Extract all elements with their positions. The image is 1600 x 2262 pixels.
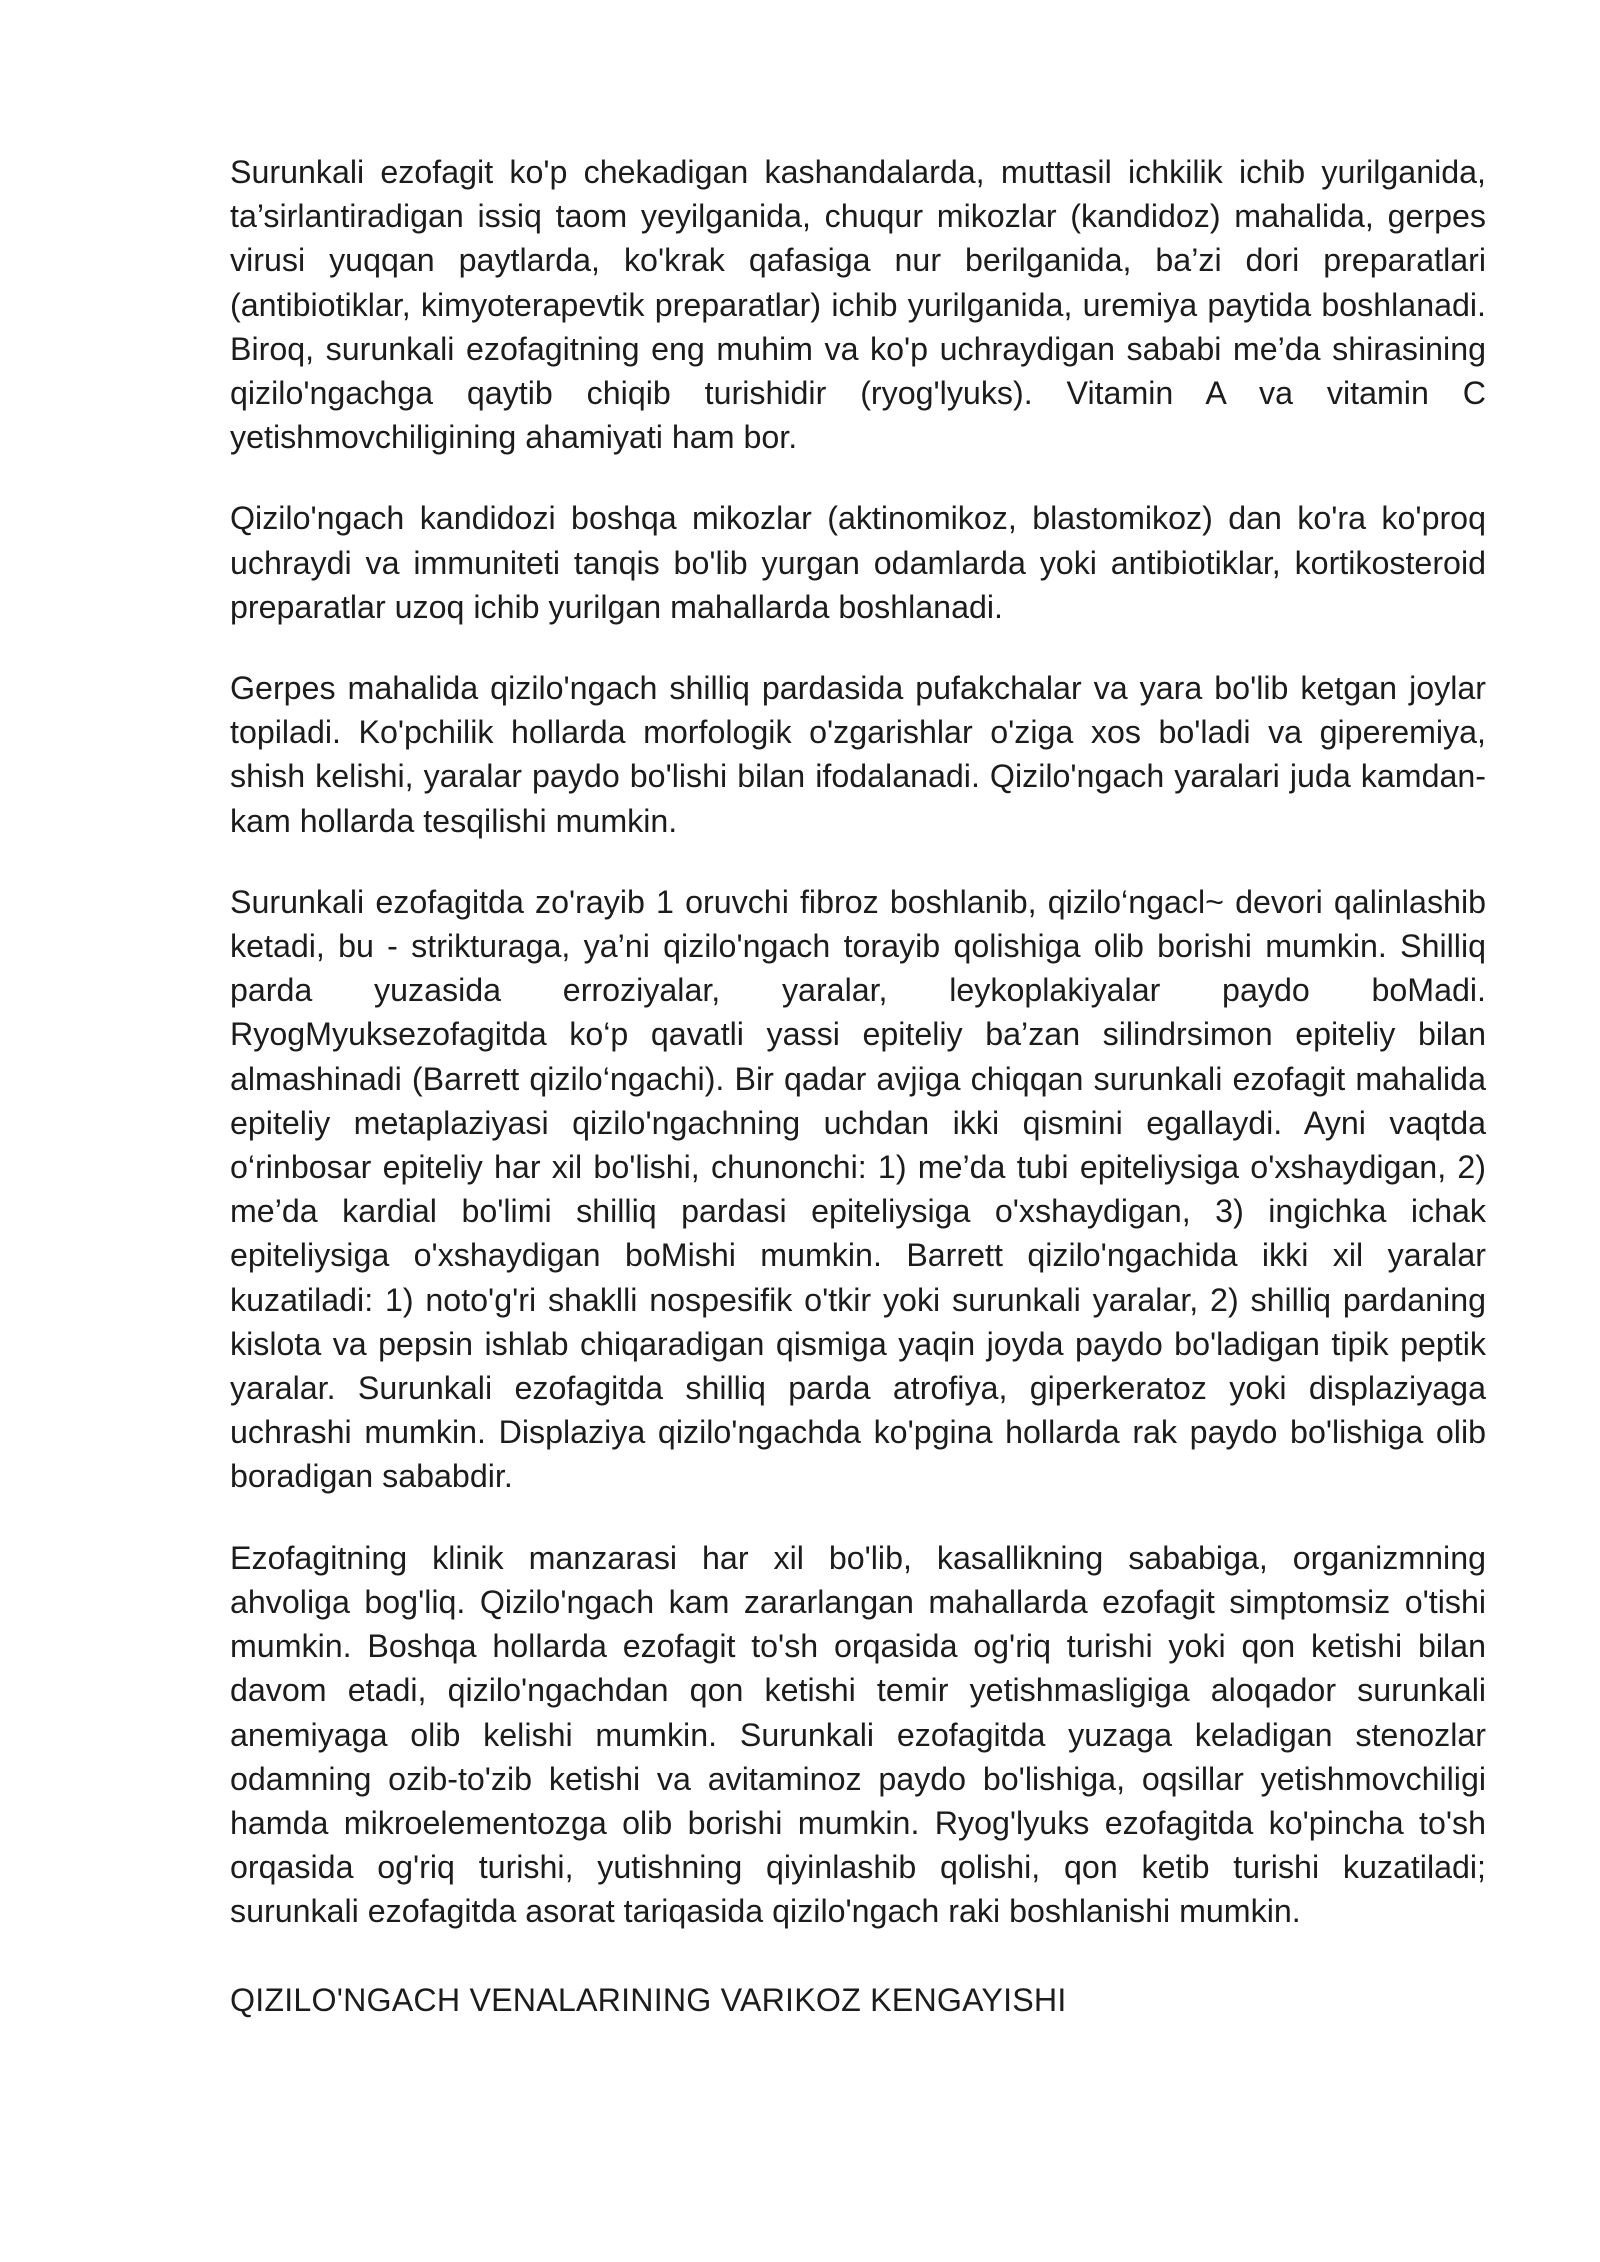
paragraph-esophageal-candidiasis: Qizilo'ngach kandidozi boshqa mikozlar (aktinomikoz, blastomikoz) dan ko'ra ko'proq uchraydi va immuniteti tanqis bo'lib yurgan odamlarda yoki antibiotiklar, kortikosteroid preparatlar uzoq ichib yurilgan mahallarda boshlanadi. xyxy=(230,500,1486,625)
document-page xyxy=(230,150,1486,2022)
paragraph-fibrosis-barrett: Surunkali ezofagitda zo'rayib 1 oruvchi fibroz boshlanib, qizilo‘ngacl~ devori qalinlashib ketadi, bu - strikturaga, ya’ni qizilo'ngach torayib qolishiga olib borishi mumkin. Shilliq parda yuzasida erroziyalar, yaralar, leykoplakiyalar paydo boMadi. RyogMyuksezofagitda ko‘p qavatli yassi epiteliy ba’zan silindrsimon epiteliy bilan almashinadi (Barrett qizilo‘ngachi). Bir qadar avjiga chiqqan surunkali ezofagit mahalida epiteliy metaplaziyasi qizilo'ngachning uchdan ikki qismini egallaydi. Ayni vaqtda o‘rinbosar epiteliy har xil bo'lishi, chunonchi: 1) me’da tubi epiteliysiga o'xshaydigan, 2) me’da kardial bo'limi shilliq pardasi epiteliysiga o'xshaydigan, 3) ingichka ichak epiteliysiga o'xshaydigan boMishi mumkin. Barrett qizilo'ngachida ikki xil yaralar kuzatiladi: 1) noto'g'ri shaklli nospesifik o'tkir yoki surunkali yaralar, 2) shilliq pardaning kislota va pepsin ishlab chiqaradigan qismiga yaqin joyda paydo bo'ladigan tipik peptik yaralar. Surunkali ezofagitda shilliq parda atrofiya, giperkeratoz yoki displaziyaga uchrashi mumkin. Displaziya qizilo'ngachda ko'pgina hollarda rak paydo bo'lishiga olib boradigan sababdir. xyxy=(230,883,1486,1495)
section-heading-varicose-veins: QIZILO'NGACH VENALARINING VARIKOZ KENGAYISHI xyxy=(230,1981,1067,2018)
paragraph-herpes-esophagitis: Gerpes mahalida qizilo'ngach shilliq pardasida pufakchalar va yara bo'lib ketgan joylar topiladi. Ko'pchilik hollarda morfologik o'zgarishlar o'ziga xos bo'ladi va giperemiya, shish kelishi, yaralar paydo bo'lishi bilan ifodalanadi. Qizilo'ngach yaralari juda kamdan-kam hollarda tesqilishi mumkin. xyxy=(230,670,1486,839)
paragraph-clinical-picture: Ezofagitning klinik manzarasi har xil bo'lib, kasallikning sababiga, organizmning ahvoliga bog'liq. Qizilo'ngach kam zararlangan mahallarda ezofagit simptomsiz o'tishi mumkin. Boshqa hollarda ezofagit to'sh orqasida og'riq turishi yoki qon ketishi bilan davom etadi, qizilo'ngachdan qon ketishi temir yetishmasligiga aloqador surunkali anemiyaga olib kelishi mumkin. Surunkali ezofagitda yuzaga keladigan stenozlar odamning ozib-to'zib ketishi va avitaminoz paydo bo'lishiga, oqsillar yetishmovchiligi hamda mikroelementozga olib borishi mumkin. Ryog'lyuks ezofagitda ko'pincha to'sh orqasida og'riq turishi, yutishning qiyinlashib qolishi, qon ketib turishi kuzatiladi; surunkali ezofagitda asorat tariqasida qizilo'ngach raki boshlanishi mumkin. xyxy=(230,1539,1486,1930)
paragraph-chronic-esophagitis-causes: Surunkali ezofagit ko'p chekadigan kashandalarda, muttasil ichkilik ichib yurilganida, ta’sirlantiradigan issiq taom yeyilganida, chuqur mikozlar (kandidoz) mahalida, gerpes virusi yuqqan paytlarda, ko'krak qafasiga nur berilganida, ba’zi dori preparatlari (antibiotiklar, kimyoterapevtik preparatlar) ichib yurilganida, uremiya paytida boshlanadi. Biroq, surunkali ezofagitning eng muhim va ko'p uchraydigan sababi me’da shirasining qizilo'ngachga qaytib chiqib turishidir (ryog'lyuks). Vitamin A va vitamin C yetishmovchiligining ahamiyati ham bor. xyxy=(230,154,1486,456)
